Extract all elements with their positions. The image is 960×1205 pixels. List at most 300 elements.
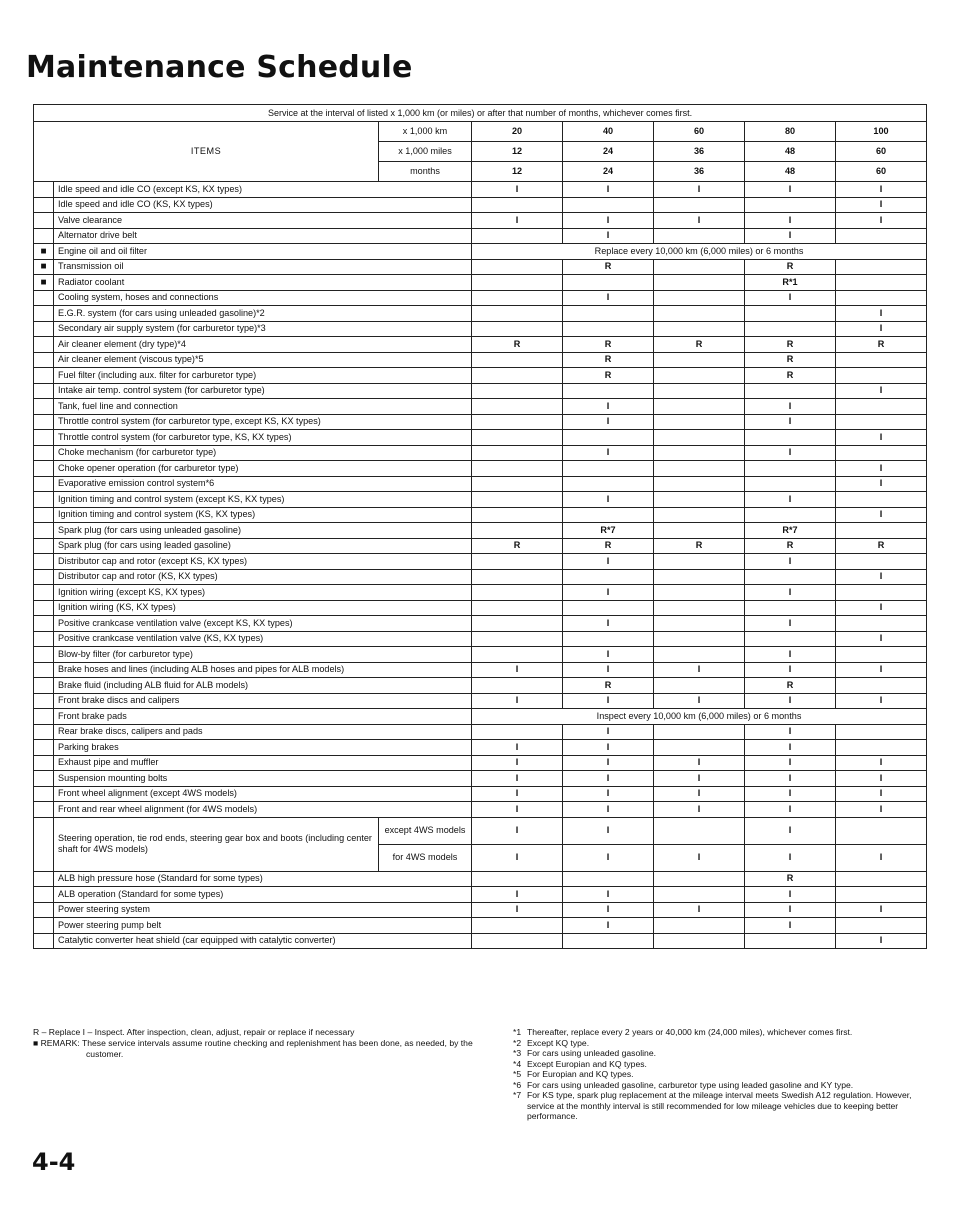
remark-mark	[34, 678, 54, 694]
items-header: ITEMS	[34, 122, 379, 182]
remark-mark	[34, 569, 54, 585]
schedule-cell	[472, 228, 563, 244]
interval-value: 36	[654, 142, 745, 162]
schedule-cell: I	[836, 213, 927, 229]
schedule-cell: I	[836, 569, 927, 585]
table-row	[34, 259, 927, 275]
schedule-cell	[472, 290, 563, 306]
item-label: Distributor cap and rotor (except KS, KX types)	[54, 554, 472, 570]
schedule-cell: R*7	[745, 523, 836, 539]
table-row	[34, 585, 927, 601]
schedule-cell: I	[836, 771, 927, 787]
item-label: Air cleaner element (dry type)*4	[54, 337, 472, 353]
schedule-cell: I	[654, 902, 745, 918]
item-label: Idle speed and idle CO (except KS, KX types)	[54, 182, 472, 198]
item-label: Power steering pump belt	[54, 918, 472, 934]
schedule-cell: I	[745, 817, 836, 844]
remark-mark: ■	[34, 275, 54, 291]
schedule-cell: I	[654, 693, 745, 709]
schedule-cell	[472, 476, 563, 492]
schedule-cell: R	[472, 538, 563, 554]
schedule-cell	[836, 887, 927, 903]
schedule-cell: R	[745, 678, 836, 694]
schedule-cell: I	[745, 492, 836, 508]
schedule-cell	[654, 631, 745, 647]
schedule-cell	[836, 678, 927, 694]
schedule-cell: I	[472, 887, 563, 903]
interval-value: 48	[745, 162, 836, 182]
footnote-text: For cars using unleaded gasoline, carburetor type using leaded gasoline and KY type.	[527, 1079, 854, 1090]
interval-value: 60	[654, 122, 745, 142]
schedule-cell	[472, 414, 563, 430]
item-label: Fuel filter (including aux. filter for carburetor type)	[54, 368, 472, 384]
schedule-cell	[745, 306, 836, 322]
schedule-cell: I	[654, 662, 745, 678]
item-label: Throttle control system (for carburetor type, except KS, KX types)	[54, 414, 472, 430]
remark-mark	[34, 290, 54, 306]
table-row	[34, 368, 927, 384]
remark-mark	[34, 647, 54, 663]
item-label: Ignition wiring (except KS, KX types)	[54, 585, 472, 601]
schedule-cell: R	[654, 337, 745, 353]
interval-value: 48	[745, 142, 836, 162]
item-label: Cooling system, hoses and connections	[54, 290, 472, 306]
schedule-cell	[654, 399, 745, 415]
schedule-cell: I	[472, 740, 563, 756]
schedule-cell: I	[563, 887, 654, 903]
schedule-cell	[654, 585, 745, 601]
table-row	[34, 647, 927, 663]
remark-mark	[34, 383, 54, 399]
schedule-cell: I	[472, 771, 563, 787]
item-label: Brake hoses and lines (including ALB hoses and pipes for ALB models)	[54, 662, 472, 678]
schedule-cell	[472, 461, 563, 477]
schedule-cell	[745, 569, 836, 585]
schedule-cell	[836, 554, 927, 570]
schedule-cell: I	[836, 430, 927, 446]
schedule-cell	[654, 678, 745, 694]
schedule-cell: I	[745, 740, 836, 756]
schedule-cell	[654, 740, 745, 756]
schedule-cell	[836, 871, 927, 887]
schedule-cell: R	[563, 538, 654, 554]
schedule-cell	[654, 507, 745, 523]
item-label: Evaporative emission control system*6	[54, 476, 472, 492]
item-label: Engine oil and oil filter	[54, 244, 472, 260]
remark-mark	[34, 600, 54, 616]
schedule-cell: R	[745, 368, 836, 384]
footnote-symbol: *6	[513, 1079, 522, 1090]
schedule-cell: R	[654, 538, 745, 554]
table-row	[34, 755, 927, 771]
schedule-cell: I	[563, 182, 654, 198]
table-row	[34, 523, 927, 539]
schedule-cell: R	[745, 337, 836, 353]
remark-mark: ■	[34, 244, 54, 260]
schedule-cell: R*7	[563, 523, 654, 539]
schedule-cell: I	[563, 492, 654, 508]
schedule-cell: I	[745, 445, 836, 461]
schedule-cell	[836, 352, 927, 368]
schedule-cell: R	[745, 352, 836, 368]
table-row	[34, 802, 927, 818]
item-label: Throttle control system (for carburetor type, KS, KX types)	[54, 430, 472, 446]
schedule-cell: I	[745, 554, 836, 570]
item-label: Brake fluid (including ALB fluid for ALB models)	[54, 678, 472, 694]
schedule-cell	[654, 461, 745, 477]
remark-mark	[34, 871, 54, 887]
remark-mark	[34, 693, 54, 709]
schedule-cell: I	[745, 616, 836, 632]
interval-value: 80	[745, 122, 836, 142]
schedule-cell: R	[745, 538, 836, 554]
schedule-cell: R	[563, 337, 654, 353]
schedule-cell	[472, 724, 563, 740]
footnote	[513, 1038, 928, 1049]
schedule-cell	[745, 383, 836, 399]
schedule-cell: I	[472, 182, 563, 198]
footnote-text: For cars using unleaded gasoline.	[527, 1048, 656, 1058]
footnote	[513, 1059, 928, 1070]
footnote-symbol: *3	[513, 1048, 522, 1058]
schedule-cell	[654, 554, 745, 570]
remark-mark	[34, 197, 54, 213]
schedule-cell	[472, 306, 563, 322]
schedule-cell	[654, 616, 745, 632]
remark-mark	[34, 802, 54, 818]
item-label: Intake air temp. control system (for carburetor type)	[54, 383, 472, 399]
schedule-cell: I	[836, 476, 927, 492]
table-row	[34, 600, 927, 616]
schedule-cell	[563, 306, 654, 322]
item-label: Rear brake discs, calipers and pads	[54, 724, 472, 740]
footnote-symbol: *7	[513, 1090, 522, 1100]
footnotes	[513, 1027, 928, 1122]
schedule-cell	[654, 933, 745, 949]
schedule-cell: I	[472, 786, 563, 802]
schedule-cell	[654, 887, 745, 903]
footnote	[513, 1027, 928, 1038]
item-label: Secondary air supply system (for carburetor type)*3	[54, 321, 472, 337]
schedule-cell	[472, 631, 563, 647]
schedule-cell: I	[836, 802, 927, 818]
schedule-cell: I	[563, 755, 654, 771]
schedule-cell: I	[563, 290, 654, 306]
table-row	[34, 352, 927, 368]
item-label: Idle speed and idle CO (KS, KX types)	[54, 197, 472, 213]
item-label: Distributor cap and rotor (KS, KX types)	[54, 569, 472, 585]
schedule-cell	[563, 430, 654, 446]
schedule-cell	[745, 197, 836, 213]
schedule-cell: R	[563, 352, 654, 368]
schedule-cell	[472, 492, 563, 508]
table-row	[34, 631, 927, 647]
remark-mark	[34, 740, 54, 756]
schedule-cell	[836, 228, 927, 244]
schedule-cell	[472, 321, 563, 337]
schedule-cell	[472, 523, 563, 539]
schedule-cell	[563, 197, 654, 213]
table-row	[34, 507, 927, 523]
schedule-cell	[836, 368, 927, 384]
schedule-cell: R*1	[745, 275, 836, 291]
table-row	[34, 902, 927, 918]
schedule-cell	[563, 275, 654, 291]
schedule-cell	[654, 476, 745, 492]
schedule-cell	[654, 918, 745, 934]
item-label: Positive crankcase ventilation valve (except KS, KX types)	[54, 616, 472, 632]
schedule-cell	[654, 383, 745, 399]
footnote-text: Thereafter, replace every 2 years or 40,000 km (24,000 miles), whichever comes first.	[527, 1027, 853, 1037]
schedule-cell: R	[563, 368, 654, 384]
schedule-cell	[836, 275, 927, 291]
item-label: Exhaust pipe and muffler	[54, 755, 472, 771]
schedule-cell: I	[654, 786, 745, 802]
remark-mark	[34, 538, 54, 554]
item-label: Ignition timing and control system (KS, KX types)	[54, 507, 472, 523]
schedule-cell: I	[472, 755, 563, 771]
schedule-cell: I	[836, 306, 927, 322]
schedule-cell	[836, 647, 927, 663]
schedule-cell	[836, 616, 927, 632]
table-row	[34, 662, 927, 678]
schedule-cell	[654, 445, 745, 461]
schedule-cell	[472, 918, 563, 934]
schedule-cell	[563, 569, 654, 585]
schedule-cell	[654, 368, 745, 384]
interval-value: 24	[563, 162, 654, 182]
schedule-cell: I	[836, 507, 927, 523]
item-label: Front brake discs and calipers	[54, 693, 472, 709]
schedule-cell: I	[745, 414, 836, 430]
table-row	[34, 321, 927, 337]
table-row	[34, 569, 927, 585]
remark-mark	[34, 213, 54, 229]
schedule-cell	[563, 461, 654, 477]
schedule-cell	[836, 740, 927, 756]
item-label: Air cleaner element (viscous type)*5	[54, 352, 472, 368]
schedule-cell	[472, 933, 563, 949]
schedule-cell: I	[654, 182, 745, 198]
remark-mark	[34, 918, 54, 934]
remark-mark	[34, 337, 54, 353]
remark-mark	[34, 771, 54, 787]
interval-value: 12	[472, 142, 563, 162]
schedule-cell: I	[563, 740, 654, 756]
schedule-cell: I	[836, 786, 927, 802]
schedule-cell	[654, 306, 745, 322]
item-label: Positive crankcase ventilation valve (KS, KX types)	[54, 631, 472, 647]
schedule-cell: I	[472, 693, 563, 709]
schedule-cell: I	[836, 321, 927, 337]
schedule-cell	[745, 631, 836, 647]
table-row	[34, 786, 927, 802]
schedule-cell	[563, 933, 654, 949]
table-row	[34, 771, 927, 787]
schedule-cell	[472, 647, 563, 663]
footnote-text: Except Europian and KQ types.	[527, 1058, 647, 1069]
schedule-cell	[836, 523, 927, 539]
item-label: Tank, fuel line and connection	[54, 399, 472, 415]
interval-value: 60	[836, 162, 927, 182]
item-label: Valve clearance	[54, 213, 472, 229]
schedule-cell: I	[745, 887, 836, 903]
schedule-cell	[472, 554, 563, 570]
schedule-cell: I	[654, 802, 745, 818]
unit-label: months	[379, 162, 472, 182]
interval-value: 24	[563, 142, 654, 162]
schedule-cell: I	[836, 755, 927, 771]
footnote-symbol: *2	[513, 1037, 522, 1048]
schedule-cell	[745, 321, 836, 337]
schedule-cell: I	[745, 662, 836, 678]
schedule-cell: I	[745, 918, 836, 934]
schedule-cell	[472, 368, 563, 384]
schedule-cell: I	[563, 724, 654, 740]
schedule-cell	[472, 600, 563, 616]
schedule-cell	[836, 585, 927, 601]
remark-mark	[34, 616, 54, 632]
footnote	[513, 1069, 928, 1080]
schedule-cell: I	[563, 647, 654, 663]
remark-mark	[34, 182, 54, 198]
schedule-cell: I	[745, 786, 836, 802]
schedule-cell	[836, 414, 927, 430]
schedule-cell	[472, 352, 563, 368]
schedule-cell: I	[654, 755, 745, 771]
schedule-cell: I	[836, 693, 927, 709]
schedule-cell: I	[745, 213, 836, 229]
interval-value: 60	[836, 142, 927, 162]
table-row	[34, 492, 927, 508]
schedule-cell: I	[654, 213, 745, 229]
schedule-cell: R	[563, 259, 654, 275]
remark-mark	[34, 709, 54, 725]
remark-mark	[34, 368, 54, 384]
item-label: E.G.R. system (for cars using unleaded gasoline)*2	[54, 306, 472, 322]
schedule-cell: I	[836, 182, 927, 198]
table-row	[34, 197, 927, 213]
remark-mark	[34, 507, 54, 523]
item-label: Transmission oil	[54, 259, 472, 275]
schedule-cell	[563, 383, 654, 399]
schedule-cell	[472, 399, 563, 415]
schedule-cell: I	[836, 844, 927, 871]
table-row	[34, 887, 927, 903]
footnote	[513, 1048, 928, 1059]
remark-mark	[34, 933, 54, 949]
table-row	[34, 430, 927, 446]
unit-label: x 1,000 km	[379, 122, 472, 142]
schedule-cell: I	[563, 817, 654, 844]
table-row	[34, 228, 927, 244]
footnote-text: For KS type, spark plug replacement at the mileage interval meets Swedish A12 regulation. However, service at the monthly interval is still recommended for low mileage vehicles due to keeping better performance.	[527, 1090, 912, 1121]
table-row	[34, 678, 927, 694]
schedule-cell	[654, 197, 745, 213]
schedule-cell	[654, 430, 745, 446]
footnote-symbol: *5	[513, 1069, 522, 1079]
remark-mark	[34, 817, 54, 871]
schedule-cell	[654, 321, 745, 337]
remark-mark	[34, 662, 54, 678]
schedule-cell: I	[745, 844, 836, 871]
footnote	[513, 1090, 928, 1122]
unit-label: x 1,000 miles	[379, 142, 472, 162]
table-row	[34, 740, 927, 756]
item-label: Blow-by filter (for carburetor type)	[54, 647, 472, 663]
remark-mark	[34, 476, 54, 492]
schedule-cell	[472, 259, 563, 275]
schedule-cell	[654, 414, 745, 430]
interval-note: Replace every 10,000 km (6,000 miles) or 6 months	[472, 244, 927, 260]
schedule-cell	[654, 569, 745, 585]
footnote-text: Except KQ type.	[527, 1037, 590, 1048]
item-label: Catalytic converter heat shield (car equipped with catalytic converter)	[54, 933, 472, 949]
schedule-cell: I	[836, 197, 927, 213]
item-label: Suspension mounting bolts	[54, 771, 472, 787]
table-row	[34, 724, 927, 740]
schedule-cell	[654, 290, 745, 306]
schedule-cell	[472, 678, 563, 694]
item-label: Front brake pads	[54, 709, 472, 725]
item-label: ALB high pressure hose (Standard for some types)	[54, 871, 472, 887]
schedule-cell: I	[563, 918, 654, 934]
remark-mark	[34, 902, 54, 918]
schedule-cell	[745, 600, 836, 616]
schedule-cell: I	[745, 647, 836, 663]
table-row	[34, 182, 927, 198]
schedule-cell: I	[472, 844, 563, 871]
schedule-cell: I	[654, 771, 745, 787]
schedule-cell	[836, 492, 927, 508]
remark-mark	[34, 399, 54, 415]
remark-mark	[34, 724, 54, 740]
schedule-cell: I	[745, 585, 836, 601]
item-label: Power steering system	[54, 902, 472, 918]
schedule-cell: I	[472, 662, 563, 678]
item-label: Front and rear wheel alignment (for 4WS models)	[54, 802, 472, 818]
schedule-cell	[563, 476, 654, 492]
item-label: Choke mechanism (for carburetor type)	[54, 445, 472, 461]
schedule-cell: I	[563, 414, 654, 430]
service-interval-note: Service at the interval of listed x 1,000 km (or miles) or after that number of months, whichever comes first.	[34, 105, 927, 122]
schedule-cell	[472, 569, 563, 585]
table-row	[34, 476, 927, 492]
table-row	[34, 538, 927, 554]
table-row	[34, 414, 927, 430]
schedule-cell	[654, 352, 745, 368]
schedule-cell: I	[745, 182, 836, 198]
schedule-cell	[654, 817, 745, 844]
schedule-cell	[563, 871, 654, 887]
schedule-cell: I	[745, 902, 836, 918]
legend-text: R – Replace I – Inspect. After inspection, clean, adjust, repair or replace if necessary	[33, 1027, 355, 1037]
schedule-cell: R	[472, 337, 563, 353]
schedule-cell: I	[563, 902, 654, 918]
schedule-cell	[563, 600, 654, 616]
schedule-cell	[654, 492, 745, 508]
schedule-cell	[472, 430, 563, 446]
footnote-symbol: *4	[513, 1058, 522, 1069]
item-label: ALB operation (Standard for some types)	[54, 887, 472, 903]
schedule-cell: R	[836, 337, 927, 353]
interval-value: 100	[836, 122, 927, 142]
schedule-cell	[745, 476, 836, 492]
schedule-cell: R	[745, 259, 836, 275]
page-number: 4-4	[32, 1148, 76, 1176]
table-row	[34, 817, 927, 844]
schedule-cell	[563, 507, 654, 523]
